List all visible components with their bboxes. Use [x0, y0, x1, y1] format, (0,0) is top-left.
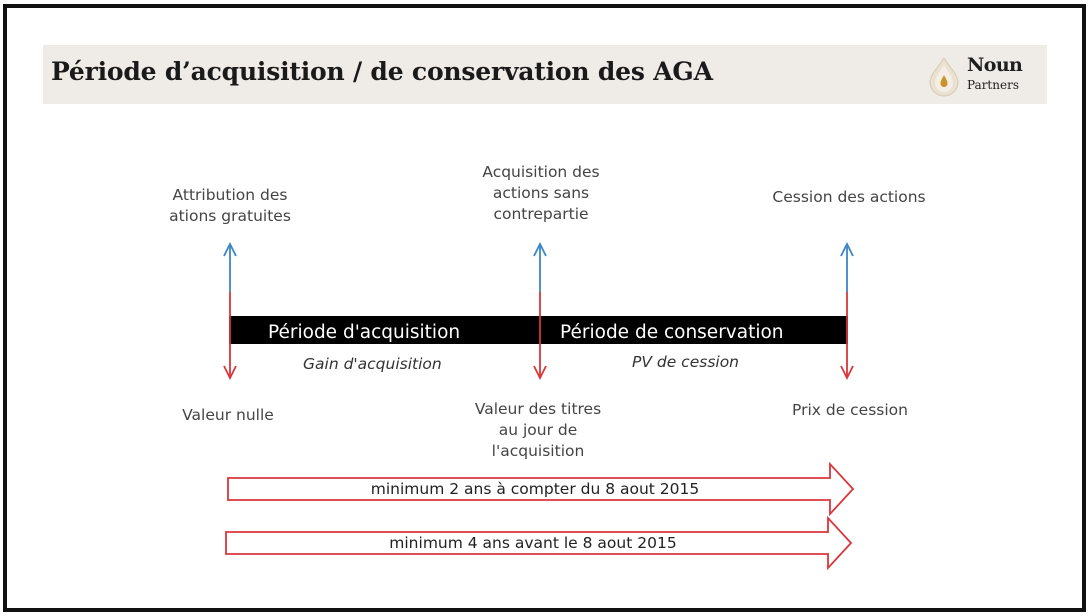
duration-text-1: minimum 2 ans à compter du 8 aout 2015: [370, 480, 700, 498]
label-attribution: Attribution des ations gratuites: [169, 186, 291, 225]
label-acquisition: Acquisition des actions sans contrepartie: [482, 163, 600, 223]
page-title: Période d’acquisition / de conservation des AGA: [51, 57, 713, 86]
label-prix-cession: Prix de cession: [792, 401, 908, 419]
bar-label-acquisition: Période d'acquisition: [268, 322, 461, 343]
sublabel-pv-cession: PV de cession: [632, 353, 740, 371]
label-valeur-titres: Valeur des titres au jour de l'acquisition: [474, 400, 602, 460]
logo-name: Noun: [967, 54, 1023, 76]
duration-text-2: minimum 4 ans avant le 8 aout 2015: [389, 534, 677, 552]
bar-label-conservation: Période de conservation: [560, 322, 784, 343]
logo-subname: Partners: [967, 78, 1019, 92]
sublabel-gain-acquisition: Gain d'acquisition: [303, 355, 442, 373]
label-cession: Cession des actions: [772, 188, 926, 206]
up-arrow-3: [841, 244, 853, 292]
up-arrow-1: [224, 244, 236, 292]
label-valeur-nulle: Valeur nulle: [182, 406, 274, 424]
up-arrow-2: [534, 244, 546, 292]
